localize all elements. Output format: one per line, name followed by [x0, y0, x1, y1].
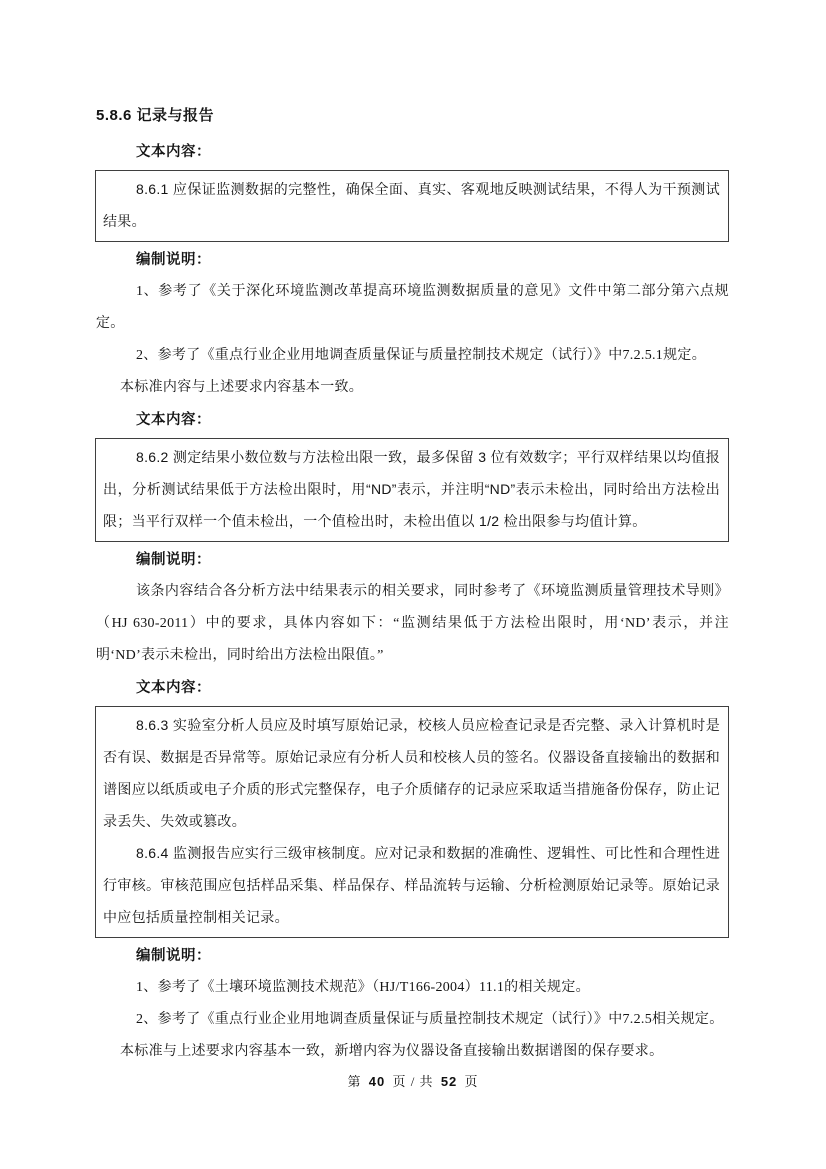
text-content-label: 文本内容： — [136, 680, 211, 696]
clause-paragraph: 8.6.3 实验室分析人员应及时填写原始记录，校核人员应检查记录是否完整、录入计算机时是否有误、数据是否异常等。原始记录应有分析人员和校核人员的签名。仪器设备直接输出的数据和谱图应以纸质或电子介质的形式完整保存，电子介质储存的记录应采取适当措施备份保存，防止记录丢失、失效或篡改。 — [103, 717, 720, 829]
clause-paragraph: 8.6.4 监测报告应实行三级审核制度。应对记录和数据的准确性、逻辑性、可比性和合理性进行审核。审核范围应包括样品采集、样品保存、样品流转与运输、分析检测原始记录等。原始记录中应包括质量控制相关记录。 — [103, 845, 720, 925]
total-pages: 52 — [440, 1074, 458, 1089]
clause-box-8-6-3-8-6-4 — [95, 706, 729, 938]
explanation-paragraph: 1、参考了《土壤环境监测技术规范》（HJ/T166-2004）11.1的相关规定。 — [136, 980, 590, 995]
explanation-paragraph: 1、参考了《关于深化环境监测改革提高环境监测数据质量的意见》文件中第二部分第六点规定。 — [96, 284, 729, 331]
clause-box-8-6-2 — [95, 438, 729, 542]
clause-paragraph: 8.6.1 应保证监测数据的完整性，确保全面、真实、客观地反映测试结果，不得人为干预测试结果。 — [103, 181, 720, 229]
explanation-paragraph: 本标准与上述要求内容基本一致，新增内容为仪器设备直接输出数据谱图的保存要求。 — [120, 1044, 664, 1059]
text-content-label: 文本内容： — [136, 144, 211, 160]
page-number: 40 — [368, 1074, 386, 1089]
clause-paragraph: 8.6.2 测定结果小数位数与方法检出限一致，最多保留 3 位有效数字；平行双样结果以均值报出，分析测试结果低于方法检出限时，用“ND”表示，并注明“ND”表示未检出，同时给出方法检出限；当平行双样一个值未检出，一个值检出时，未检出值以 1/2 检出限参与均值计算。 — [103, 449, 720, 529]
explanation-label: 编制说明： — [136, 552, 211, 568]
explanation-paragraph: 2、参考了《重点行业企业用地调查质量保证与质量控制技术规定（试行）》中7.2.5.1规定。 — [136, 348, 706, 363]
section-heading: 5.8.6 记录与报告 — [96, 107, 215, 124]
explanation-paragraph: 本标准内容与上述要求内容基本一致。 — [120, 380, 364, 395]
footer-separator: 页 / 共 — [392, 1074, 434, 1089]
explanation-paragraph: 该条内容结合各分析方法中结果表示的相关要求，同时参考了《环境监测质量管理技术导则》（HJ 630-2011）中的要求，具体内容如下：“监测结果低于方法检出限时，用‘ND’表示，并注明‘ND’表示未检出，同时给出方法检出限值。” — [96, 584, 729, 663]
footer-prefix: 第 — [347, 1074, 362, 1089]
explanation-label: 编制说明： — [136, 252, 211, 268]
clause-box-8-6-1 — [95, 170, 729, 242]
explanation-paragraph: 2、参考了《重点行业企业用地调查质量保证与质量控制技术规定（试行）》中7.2.5相关规定。 — [136, 1012, 724, 1027]
page-footer — [0, 1071, 826, 1090]
footer-suffix: 页 — [464, 1074, 479, 1089]
text-content-label: 文本内容： — [136, 412, 211, 428]
page-content — [96, 100, 729, 1068]
explanation-label: 编制说明： — [136, 948, 211, 964]
